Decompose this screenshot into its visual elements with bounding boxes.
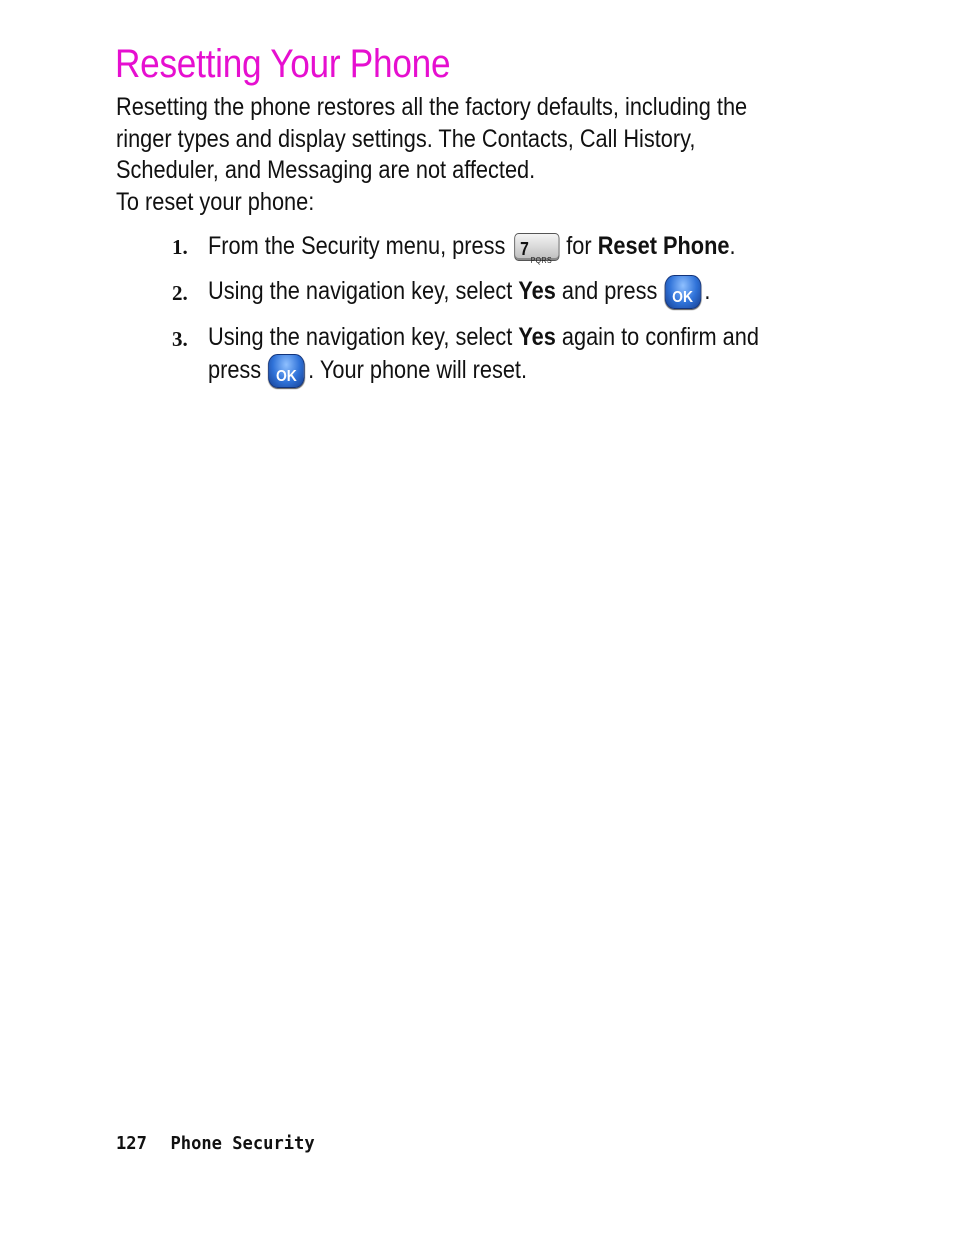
step-text: Using the navigation key, select Yes and press OK . <box>208 275 710 309</box>
intro-lead-in: To reset your phone: <box>116 187 315 216</box>
step-text-continued: press OK . Your phone will reset. <box>208 354 527 388</box>
step-text: Using the navigation key, select Yes again to confirm and <box>208 323 759 351</box>
option-yes: Yes <box>518 323 556 351</box>
intro-line: ringer types and display settings. The Contacts, Call History, <box>116 124 696 153</box>
option-yes: Yes <box>518 277 556 305</box>
intro-paragraph <box>116 92 777 218</box>
step-number: 3. <box>172 327 188 351</box>
step-number: 1. <box>172 235 188 259</box>
intro-line: Scheduler, and Messaging are not affected. <box>116 156 536 184</box>
section-name: Phone Security <box>170 1133 315 1154</box>
intro-line: Resetting the phone restores all the factory defaults, including the <box>116 93 748 121</box>
menu-option-reset-phone: Reset Phone <box>597 232 730 260</box>
key-7-pqrs-icon: 7 PQRS <box>514 233 559 261</box>
page-title: Resetting Your Phone <box>115 42 451 86</box>
ok-key-icon: OK <box>268 354 305 388</box>
ok-key-icon: OK <box>664 275 701 309</box>
step-text: From the Security menu, press 7 PQRS for Reset Phone. <box>208 232 736 266</box>
page-number: 127 <box>116 1133 147 1154</box>
page-footer <box>116 1133 315 1154</box>
step-number: 2. <box>172 281 188 305</box>
